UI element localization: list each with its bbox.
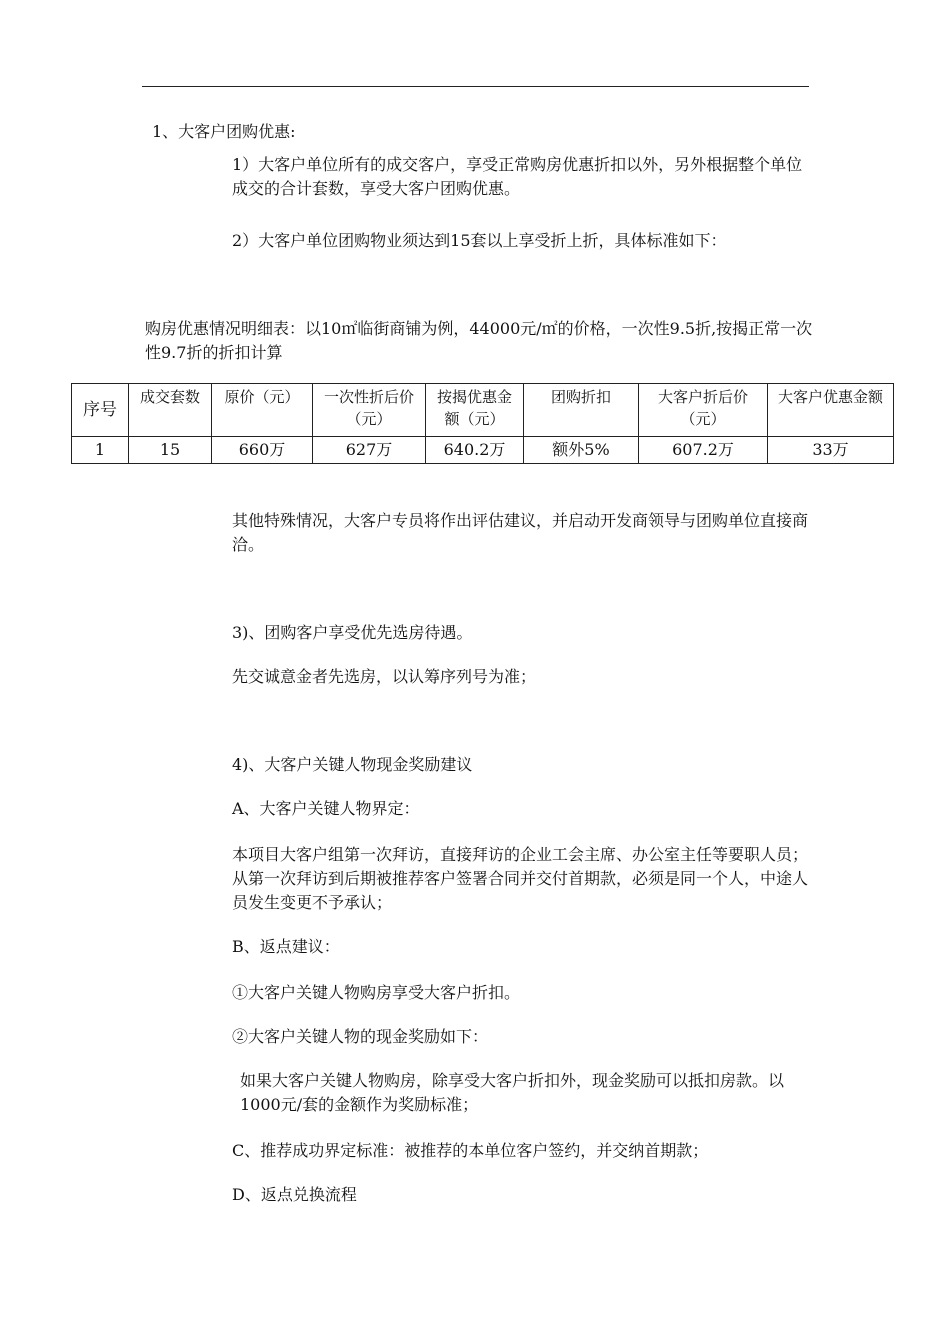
cell-vip-price: 607.2万: [639, 437, 768, 464]
section4-c-text: C、推荐成功界定标准：被推荐的本单位客户签约，并交纳首期款；: [232, 1141, 709, 1160]
section4-b-item1: ①大客户关键人物购房享受大客户折扣。: [232, 983, 521, 1002]
col-header-group-discount: 团购折扣: [524, 384, 639, 437]
cell-lump-sum-price: 627万: [313, 437, 426, 464]
section4-a-text: 本项目大客户组第一次拜访，直接拜访的企业工会主席、办公室主任等要职人员；从第一次拜访到后期被推荐客户签署合同并交付首期款，必须是同一个人，中途人员发生变更不予承认；: [232, 845, 809, 912]
section4-b-title: B、返点建议：: [232, 937, 340, 956]
cell-group-discount: 额外5%: [524, 437, 639, 464]
section3-title: 3)、团购客户享受优先选房待遇。: [232, 623, 473, 642]
col-header-seq: 序号: [72, 384, 129, 437]
section4-d-text: D、返点兑换流程: [232, 1185, 357, 1204]
section1-item1: 1）大客户单位所有的成交客户，享受正常购房优惠折扣以外，另外根据整个单位成交的合计套数，享受大客户团购优惠。: [232, 155, 803, 198]
section4-b-item2: ②大客户关键人物的现金奖励如下：: [232, 1027, 489, 1046]
table-intro: 购房优惠情况明细表：以10㎡临街商铺为例，44000元/㎡的价格，一次性9.5折,按揭正常一次性9.7折的折扣计算: [145, 319, 813, 362]
section4-a-title: A、大客户关键人物界定：: [232, 799, 420, 818]
section1-item2: 2）大客户单位团购物业须达到15套以上享受折上折，具体标准如下：: [232, 231, 727, 250]
cell-units: 15: [129, 437, 212, 464]
col-header-vip-savings: 大客户优惠金额: [768, 384, 894, 437]
header-rule: [142, 86, 809, 87]
discount-detail-table: [71, 383, 894, 464]
col-header-units: 成交套数: [129, 384, 212, 437]
cell-seq: 1: [72, 437, 129, 464]
special-note: 其他特殊情况，大客户专员将作出评估建议，并启动开发商领导与团购单位直接商洽。: [232, 511, 809, 554]
section1-heading: 1、大客户团购优惠:: [152, 122, 296, 141]
section4-b-item3: 如果大客户关键人物购房，除享受大客户折扣外，现金奖励可以抵扣房款。以1000元/套的金额作为奖励标准；: [240, 1071, 785, 1114]
section4-title: 4)、大客户关键人物现金奖励建议: [232, 755, 473, 774]
col-header-lump-sum-price: 一次性折后价（元）: [313, 384, 426, 437]
col-header-mortgage-amount: 按揭优惠金额（元）: [426, 384, 524, 437]
col-header-vip-price: 大客户折后价（元）: [639, 384, 768, 437]
cell-original-price: 660万: [212, 437, 313, 464]
col-header-original-price: 原价（元）: [212, 384, 313, 437]
table-row: [72, 437, 894, 464]
table-header-row: [72, 384, 894, 437]
cell-vip-savings: 33万: [768, 437, 894, 464]
section3-text: 先交诚意金者先选房，以认筹序列号为准；: [232, 667, 537, 686]
cell-mortgage-amount: 640.2万: [426, 437, 524, 464]
